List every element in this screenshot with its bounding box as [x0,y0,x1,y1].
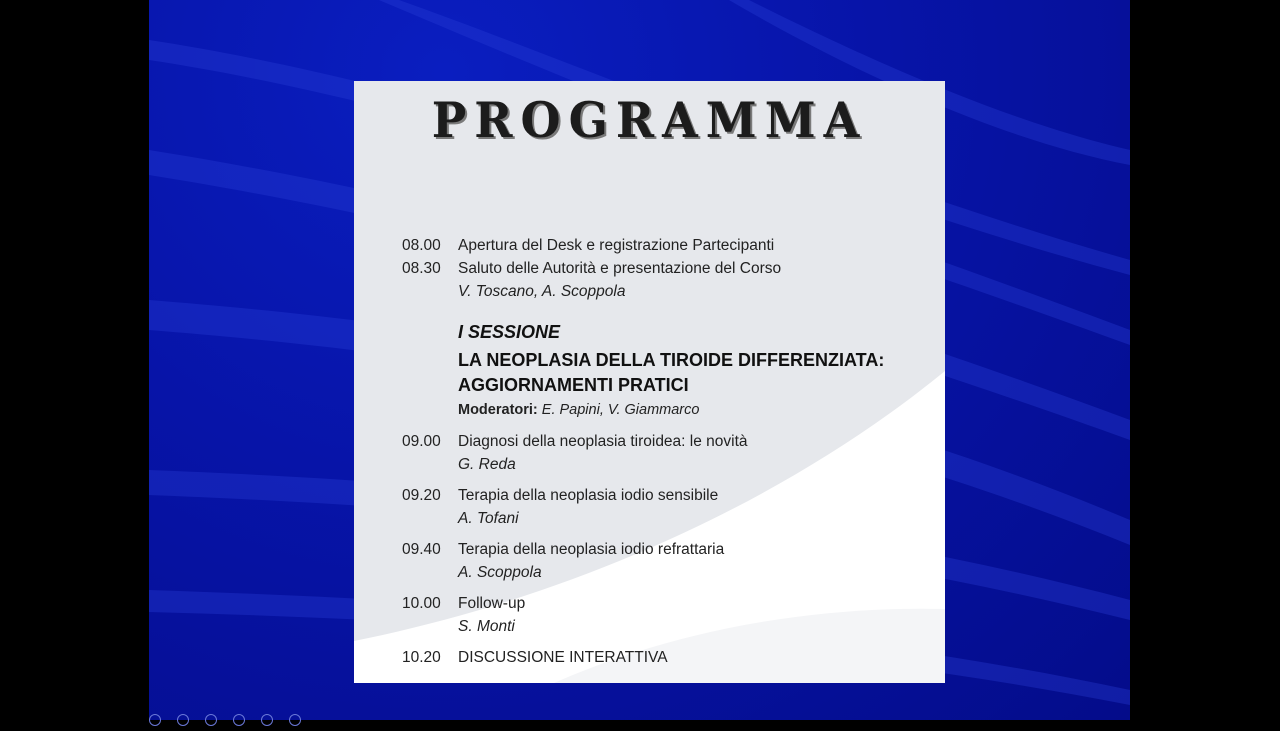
session-label: I SESSIONE [458,322,561,342]
speaker: V. Toscano, A. Scoppola [458,283,626,300]
moderators [458,402,699,418]
menu-button[interactable] [205,714,217,726]
time-label: 09.20 [402,487,441,504]
item-text: Terapia della neoplasia iodio refrattaria [458,541,725,558]
item-text: Diagnosi della neoplasia tiroidea: le novità [458,433,748,450]
more-button[interactable] [289,714,301,726]
time-label: 09.40 [402,541,441,558]
speaker: A. Tofani [458,510,519,527]
moderators-names: E. Papini, V. Giammarco [541,402,700,418]
speaker: S. Monti [458,618,515,635]
speaker: A. Scoppola [458,564,542,581]
time-label: 08.30 [402,260,441,277]
session-title-line1: LA NEOPLASIA DELLA TIROIDE DIFFERENZIATA: [458,350,885,370]
item-text: Apertura del Desk e registrazione Partecipanti [458,237,775,254]
schedule [354,81,945,683]
item-text: Follow-up [458,595,526,612]
prev-slide-button[interactable] [149,714,161,726]
time-label: 10.20 [402,649,441,666]
zoom-button[interactable] [261,714,273,726]
moderators-label: Moderatori: [458,402,538,418]
time-label: 08.00 [402,237,441,254]
pen-button[interactable] [233,714,245,726]
item-text: Saluto delle Autorità e presentazione del Corso [458,260,782,277]
time-label: 10.00 [402,595,441,612]
page-title: PROGRAMMA [431,91,868,149]
session-title-line2: AGGIORNAMENTI PRATICI [458,375,689,395]
item-text: Terapia della neoplasia iodio sensibile [458,487,719,504]
program-card [354,81,945,683]
next-slide-button[interactable] [177,714,189,726]
speaker: G. Reda [458,456,516,473]
item-text: DISCUSSIONE INTERATTIVA [458,649,668,666]
time-label: 09.00 [402,433,441,450]
slide-controls [149,713,317,731]
